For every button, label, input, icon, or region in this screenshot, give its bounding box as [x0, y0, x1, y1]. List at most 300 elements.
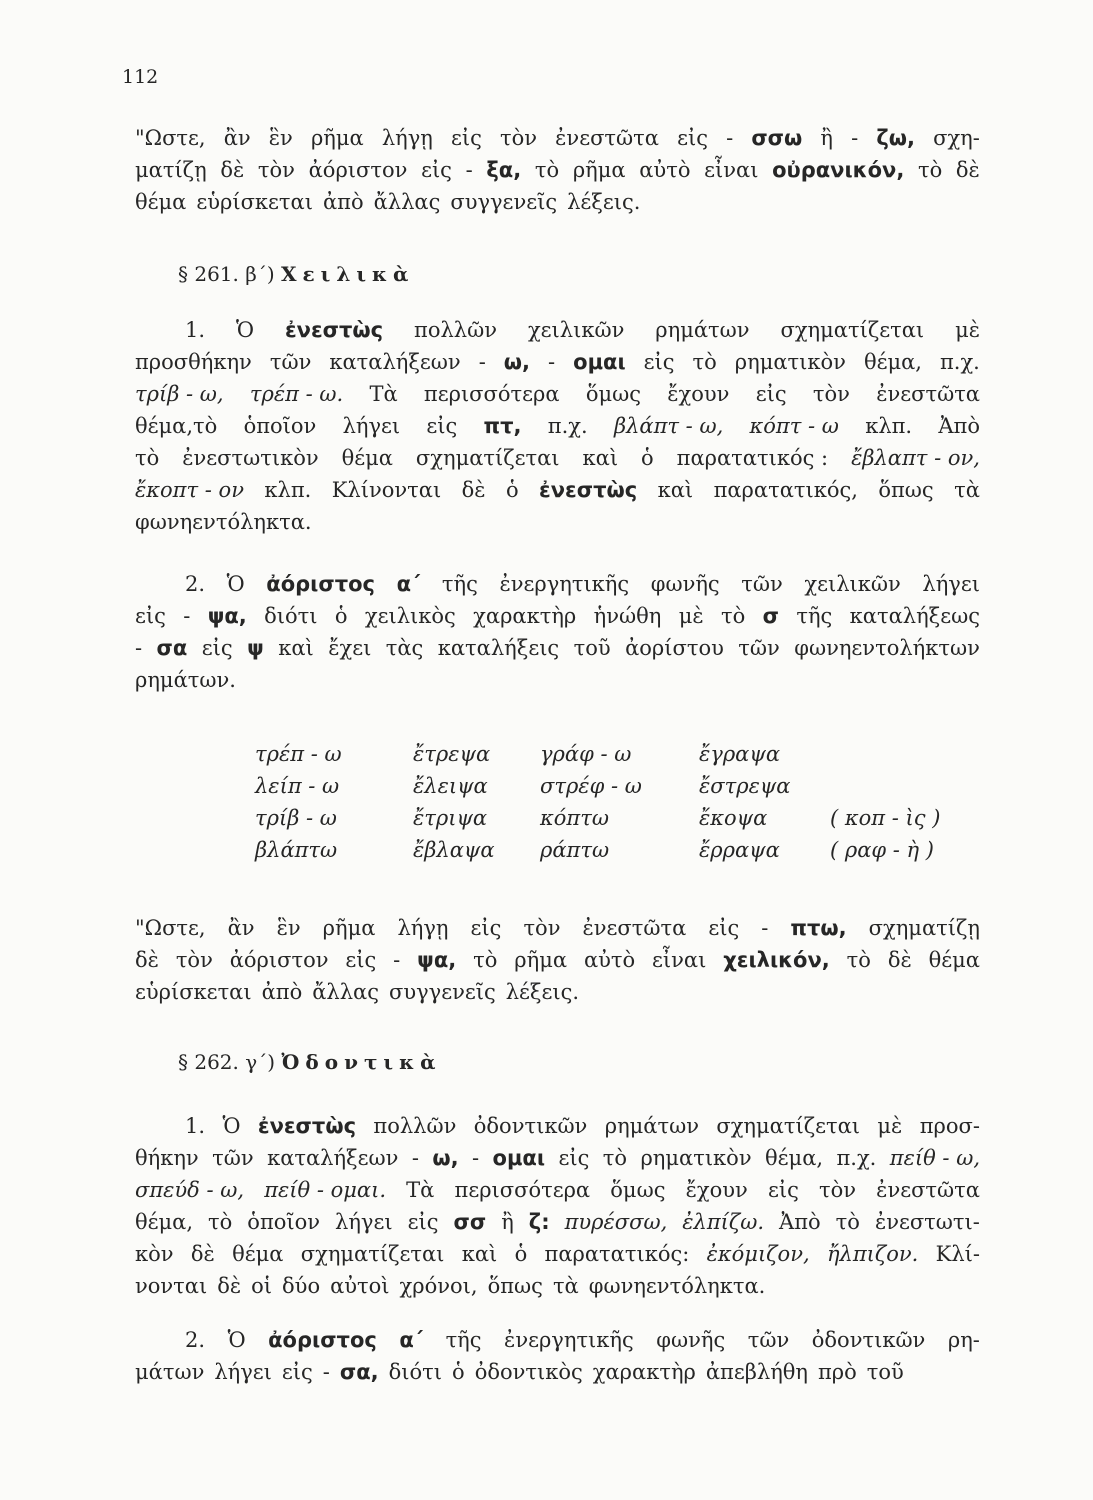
word: περισσότερα [423, 382, 560, 406]
word: οἱ [251, 1274, 273, 1298]
word: τὸν [812, 382, 850, 406]
word: εἰς [470, 916, 502, 940]
word: θέμα, [135, 1210, 194, 1234]
word: τῆς [441, 572, 478, 596]
word: πυρέσσω, [564, 1210, 668, 1234]
word: τὸ [473, 948, 498, 972]
word: α΄ [396, 572, 421, 596]
word: ὅπως [878, 478, 934, 502]
word: ὁ [514, 1242, 528, 1266]
word: ἡνώθη [593, 604, 662, 628]
word: εἰς [426, 414, 458, 438]
text-line [135, 1142, 980, 1174]
word: 1. [185, 318, 206, 342]
word: φωνηεντολήκτων [794, 636, 980, 660]
word: ψ [247, 636, 264, 660]
word: τὸ [602, 1146, 628, 1170]
paragraph-3 [135, 568, 980, 696]
section-heading-261 [178, 262, 414, 286]
text-line [135, 378, 980, 410]
word: ἐνεστῶτα [876, 382, 980, 406]
word: τὸ [135, 446, 160, 470]
table-cell: ἔλειψα [413, 774, 488, 798]
text-line [135, 122, 980, 154]
word: Ἀπὸ [779, 1210, 821, 1234]
word: 1. [185, 1114, 206, 1138]
word: τὸ [692, 350, 717, 374]
word: ψα, [207, 604, 247, 628]
text-line [135, 1174, 980, 1206]
section-title: Χειλικὰ [280, 262, 415, 286]
word: Ὁ [222, 1114, 241, 1138]
word: Ἀπὸ [938, 414, 980, 438]
word: ἀόριστον [308, 158, 408, 182]
table-cell: ( ραφ - ὴ ) [830, 838, 934, 862]
word: ὁποῖον [247, 1210, 321, 1234]
word: - [393, 948, 401, 972]
word: παρατατικός: [544, 1242, 690, 1266]
word: Ὁ [235, 318, 255, 342]
word: ρημάτων [655, 318, 750, 342]
word: ὅμως [610, 1178, 666, 1202]
word: σχηματίζεται [780, 318, 925, 342]
word: "Ωστε, [135, 126, 206, 150]
word: ὀδοντικῶν [473, 1114, 588, 1138]
word: τὸν [257, 158, 295, 182]
word: καταλήξεων [329, 350, 461, 374]
word: ἐνεστῶτα [876, 1178, 980, 1202]
word: τῶν [269, 350, 312, 374]
word: ρῆμα [514, 948, 568, 972]
word: ἐνεστωτι- [874, 1210, 980, 1234]
word: - [411, 1146, 419, 1170]
word: θέμα [135, 190, 187, 214]
word: ἢ [501, 1210, 514, 1234]
word: - [548, 350, 556, 374]
word: ἐνεργητικῆς [499, 572, 630, 596]
word: εἰς [135, 604, 166, 628]
word: πολλῶν [414, 318, 498, 342]
word: μὲ [877, 1114, 903, 1138]
word: εἰς [201, 636, 233, 660]
word: σσ [453, 1210, 487, 1234]
word: εἶναι [704, 158, 759, 182]
word: θέμα, [863, 350, 922, 374]
word: λέξεις. [505, 980, 580, 1004]
table-cell: ἔρραψα [699, 838, 780, 862]
word: αὐτὸ [583, 948, 636, 972]
text-line [135, 944, 980, 976]
table-cell: τρίβ - ω [255, 806, 337, 830]
word: εἶναι [652, 948, 707, 972]
table-cell: ἔτριψα [413, 806, 488, 830]
word: ψα, [417, 948, 457, 972]
word: ὅπως [487, 1274, 543, 1298]
text-line [135, 976, 980, 1008]
word: τῆς [796, 604, 833, 628]
word: δύο [282, 1274, 321, 1298]
text-line [135, 664, 980, 696]
word: ἐνεστῶτα [582, 916, 687, 940]
paragraph-1 [135, 122, 980, 218]
word: ζ: [528, 1210, 550, 1234]
word: "Ωστε, [135, 916, 206, 940]
word: οὐρανικόν, [772, 158, 905, 182]
word: ω, [432, 1146, 459, 1170]
section-number: § 262. [178, 1050, 239, 1074]
word: λήγῃ [397, 916, 449, 940]
word: καταλήξεων [267, 1146, 399, 1170]
word: σχηματίζεται [300, 1242, 445, 1266]
word: παρατατικός : [676, 446, 829, 470]
table-cell: ἔβλαψα [413, 838, 495, 862]
word: ἢ [820, 126, 833, 150]
table-cell: λείπ - ω [255, 774, 340, 798]
word: τὰ [954, 478, 980, 502]
word: τῶν [747, 1328, 790, 1352]
word: ἀόριστος [268, 1328, 377, 1352]
word: εἰς [558, 1146, 590, 1170]
word: σα [156, 636, 188, 660]
verb-table [255, 742, 955, 870]
text-line [135, 1238, 980, 1270]
word: κλπ. [865, 414, 913, 438]
word: εἰς [451, 126, 482, 150]
word: ὁ [452, 1360, 465, 1384]
word: τρέπ - ω. [249, 382, 344, 406]
text-line [135, 1356, 980, 1388]
word: ρῆμα [310, 126, 364, 150]
word: θέμα [341, 446, 393, 470]
text-line [135, 154, 980, 186]
word: ἔχουν [685, 1178, 748, 1202]
paragraph-5 [135, 1110, 980, 1302]
word: φωνηεντόληκτα. [135, 510, 312, 534]
word: Κλίνονται [331, 478, 442, 502]
text-line [135, 632, 980, 664]
word: διότι [388, 1360, 443, 1384]
word: π.χ. [547, 414, 588, 438]
word: καὶ [278, 636, 314, 660]
word: π.χ. [939, 350, 980, 374]
word: χειλικῶν [804, 572, 901, 596]
word: χαρακτὴρ [473, 604, 577, 628]
word: π.χ. [836, 1146, 877, 1170]
word: πείθ - ω, [889, 1146, 980, 1170]
word: φωνηεντόληκτα. [588, 1274, 766, 1298]
word: βλάπτ - ω, [613, 414, 724, 438]
word: ἐνεστὼς [539, 478, 638, 502]
word: ρη- [947, 1328, 980, 1352]
word: Ὁ [227, 1328, 246, 1352]
word: ἂν [227, 916, 255, 940]
section-label: β΄) [245, 262, 275, 286]
word: ἀόριστος [266, 572, 375, 596]
word: εἰς [421, 158, 452, 182]
word: ομαι [492, 1146, 546, 1170]
word: ρηματικὸν [734, 350, 846, 374]
word: πτ, [483, 414, 522, 438]
word: ἀπὸ [322, 190, 364, 214]
word: συγγενεῖς [450, 190, 558, 214]
word: - [726, 126, 734, 150]
table-cell: τρέπ - ω [255, 742, 342, 766]
word: - [761, 916, 769, 940]
word: καταλήξεις [437, 636, 560, 660]
section-number: § 261. [178, 262, 239, 286]
word: διότι [264, 604, 318, 628]
word: ἐλπίζω. [682, 1210, 765, 1234]
word: ἐνεργητικῆς [504, 1328, 634, 1352]
text-line [135, 600, 980, 632]
paragraph-4 [135, 912, 980, 1008]
word: ἀπεβλήθη [705, 1360, 808, 1384]
section-heading-262 [178, 1050, 441, 1074]
word: ὁ [505, 478, 519, 502]
word: δὲ [135, 948, 159, 972]
text-line [135, 442, 980, 474]
word: τὸν [818, 1178, 857, 1202]
word: καὶ [582, 446, 619, 470]
word: συγγενεῖς [389, 980, 496, 1004]
word: μάτων [135, 1360, 205, 1384]
word: ρημάτων. [135, 668, 236, 692]
word: σχηματίζεται [415, 446, 560, 470]
word: ἀορίστου [625, 636, 724, 660]
table-cell: στρέφ - ω [540, 774, 642, 798]
word: ἐνεστὼς [257, 1114, 357, 1138]
section-label: γ΄) [245, 1050, 276, 1074]
text-line [135, 474, 980, 506]
word: εὑρίσκεται [135, 980, 252, 1004]
word: κὸν [135, 1242, 174, 1266]
word: μὲ [678, 604, 704, 628]
word: τὸ [835, 1210, 860, 1234]
text-line [135, 1324, 980, 1356]
word: εἰς [407, 1210, 439, 1234]
table-row [255, 838, 955, 870]
word: ἔβλαπτ - ον, [851, 446, 980, 470]
word: τὸν [500, 126, 538, 150]
word: θέμα [232, 1242, 284, 1266]
word: ἓν [268, 126, 293, 150]
word: ἐνεστῶτα [555, 126, 659, 150]
word: Ὁ [226, 572, 245, 596]
word: λήγει [922, 572, 980, 596]
word: τῶν [738, 636, 780, 660]
word: ἓν [276, 916, 301, 940]
word: πρὸ [818, 1360, 857, 1384]
word: προσ- [919, 1114, 980, 1138]
word: ἔχουν [667, 382, 730, 406]
word: ὁποῖον [243, 414, 317, 438]
word: σχη- [933, 126, 980, 150]
word: εὑρίσκεται [196, 190, 313, 214]
word: σ [762, 604, 779, 628]
word: καὶ [657, 478, 694, 502]
word: ὁ [641, 446, 654, 470]
paragraph-2 [135, 314, 980, 538]
word: τὸ [534, 158, 560, 182]
word: νονται [135, 1274, 208, 1298]
table-cell: γράφ - ω [540, 742, 632, 766]
word: φωνῆς [650, 572, 720, 596]
text-line [135, 568, 980, 600]
word: ἤλπιζον. [826, 1242, 919, 1266]
word: εἰς [345, 948, 377, 972]
text-line [135, 912, 980, 944]
word: δὲ [955, 158, 980, 182]
word: τῶν [741, 572, 783, 596]
text-line [135, 1270, 980, 1302]
word: καταλήξεως [849, 604, 980, 628]
word: τοῦ [573, 636, 611, 660]
word: σπεύδ - ω, [135, 1178, 245, 1202]
section-title: Ὀδοντικὰ [281, 1050, 442, 1074]
word: ἔκοπτ - ον [135, 478, 244, 502]
word: τὸ [208, 1210, 233, 1234]
table-row [255, 806, 955, 838]
table-cell: ἔτρεψα [413, 742, 491, 766]
word: ρημάτων [604, 1114, 699, 1138]
word: εἰς [643, 350, 675, 374]
word: ρῆμα [572, 158, 626, 182]
word: δὲ [220, 158, 245, 182]
word: - [183, 604, 191, 628]
page-number: 112 [122, 66, 159, 88]
text-line [135, 314, 980, 346]
word: θέμα,τὸ [135, 414, 218, 438]
word: ματίζῃ [135, 158, 207, 182]
word: κόπτ - ω [749, 414, 839, 438]
word: περισσότερα [454, 1178, 591, 1202]
word: - [322, 1360, 330, 1384]
word: δὲ [887, 948, 912, 972]
word: ἄλλας [312, 980, 379, 1004]
word: ρηματικὸν [640, 1146, 752, 1170]
table-cell: ( κοπ - ὶς ) [830, 806, 941, 830]
word: Τὰ [369, 382, 398, 406]
word: τὰς [385, 636, 424, 660]
word: σα, [339, 1360, 379, 1384]
word: Τὰ [406, 1178, 435, 1202]
word: τοῦ [866, 1360, 904, 1384]
word: τὸν [523, 916, 561, 940]
word: τῶν [212, 1146, 254, 1170]
word: - [135, 636, 143, 660]
word: τὰ [552, 1274, 579, 1298]
word: ἀπὸ [261, 980, 303, 1004]
word: λήγει [342, 414, 401, 438]
word: πείθ - ομαι. [264, 1178, 386, 1202]
word: ζω, [876, 126, 915, 150]
table-cell: βλάπτω [255, 838, 338, 862]
word: κλπ. [264, 478, 312, 502]
word: εἰς [767, 1178, 799, 1202]
word: τὸν [175, 948, 213, 972]
table-cell: ἔστρεψα [699, 774, 791, 798]
word: πολλῶν [373, 1114, 457, 1138]
word: 2. [185, 1328, 206, 1352]
word: λήγει [335, 1210, 393, 1234]
text-line [135, 506, 980, 538]
word: τὸ [720, 604, 746, 628]
word: εἰς [708, 916, 740, 940]
word: ἐνεστωτικὸν [182, 446, 319, 470]
word: τρίβ - ω, [135, 382, 224, 406]
word: χρόνοι, [399, 1274, 478, 1298]
paragraph-6 [135, 1324, 980, 1388]
word: ὁ [334, 604, 348, 628]
word: σσω [751, 126, 803, 150]
word: - [465, 158, 473, 182]
word: ὅμως [585, 382, 641, 406]
table-row [255, 774, 955, 806]
word: εἰς [755, 382, 787, 406]
text-line [135, 186, 980, 218]
word: ἄλλας [373, 190, 441, 214]
word: λήγῃ [381, 126, 433, 150]
word: εἰς [281, 1360, 313, 1384]
word: σχηματίζεται [716, 1114, 860, 1138]
word: ἐνεστὼς [284, 318, 384, 342]
word: σχηματίζῃ [868, 916, 980, 940]
word: χειλικὸς [364, 604, 456, 628]
word: καὶ [461, 1242, 498, 1266]
table-cell: κόπτω [540, 806, 609, 830]
word: θέμα, [765, 1146, 824, 1170]
word: - [851, 126, 859, 150]
word: ἔχει [328, 636, 372, 660]
word: αὐτοὶ [330, 1274, 390, 1298]
text-line [135, 410, 980, 442]
word: θέμα [928, 948, 980, 972]
word: τῆς [445, 1328, 482, 1352]
table-cell: ἔκοψα [699, 806, 768, 830]
word: αὐτὸ [639, 158, 691, 182]
word: δὲ [217, 1274, 242, 1298]
text-line [135, 1206, 980, 1238]
word: προσθήκην [135, 350, 252, 374]
word: - [472, 1146, 480, 1170]
table-row [255, 742, 955, 774]
word: ξα, [486, 158, 522, 182]
word: χειλικόν, [723, 948, 830, 972]
word: παρατατικός, [713, 478, 858, 502]
word: ὀδοντικὸς [474, 1360, 583, 1384]
word: α΄ [399, 1328, 424, 1352]
table-cell: ράπτω [540, 838, 610, 862]
word: - [478, 350, 486, 374]
word: ρῆμα [322, 916, 376, 940]
word: δὲ [190, 1242, 215, 1266]
word: Κλί- [935, 1242, 980, 1266]
table-cell: ἔγραψα [699, 742, 780, 766]
word: ἂν [223, 126, 251, 150]
word: χειλικῶν [527, 318, 625, 342]
word: ἐκόμιζον, [706, 1242, 810, 1266]
word: πτω, [790, 916, 847, 940]
word: ομαι [573, 350, 626, 374]
word: λήγει [214, 1360, 272, 1384]
word: μὲ [955, 318, 980, 342]
word: δὲ [461, 478, 486, 502]
word: 2. [185, 572, 206, 596]
word: ὀδοντικῶν [811, 1328, 926, 1352]
word: χαρακτὴρ [592, 1360, 696, 1384]
word: θήκην [135, 1146, 199, 1170]
word: τὸ [917, 158, 943, 182]
